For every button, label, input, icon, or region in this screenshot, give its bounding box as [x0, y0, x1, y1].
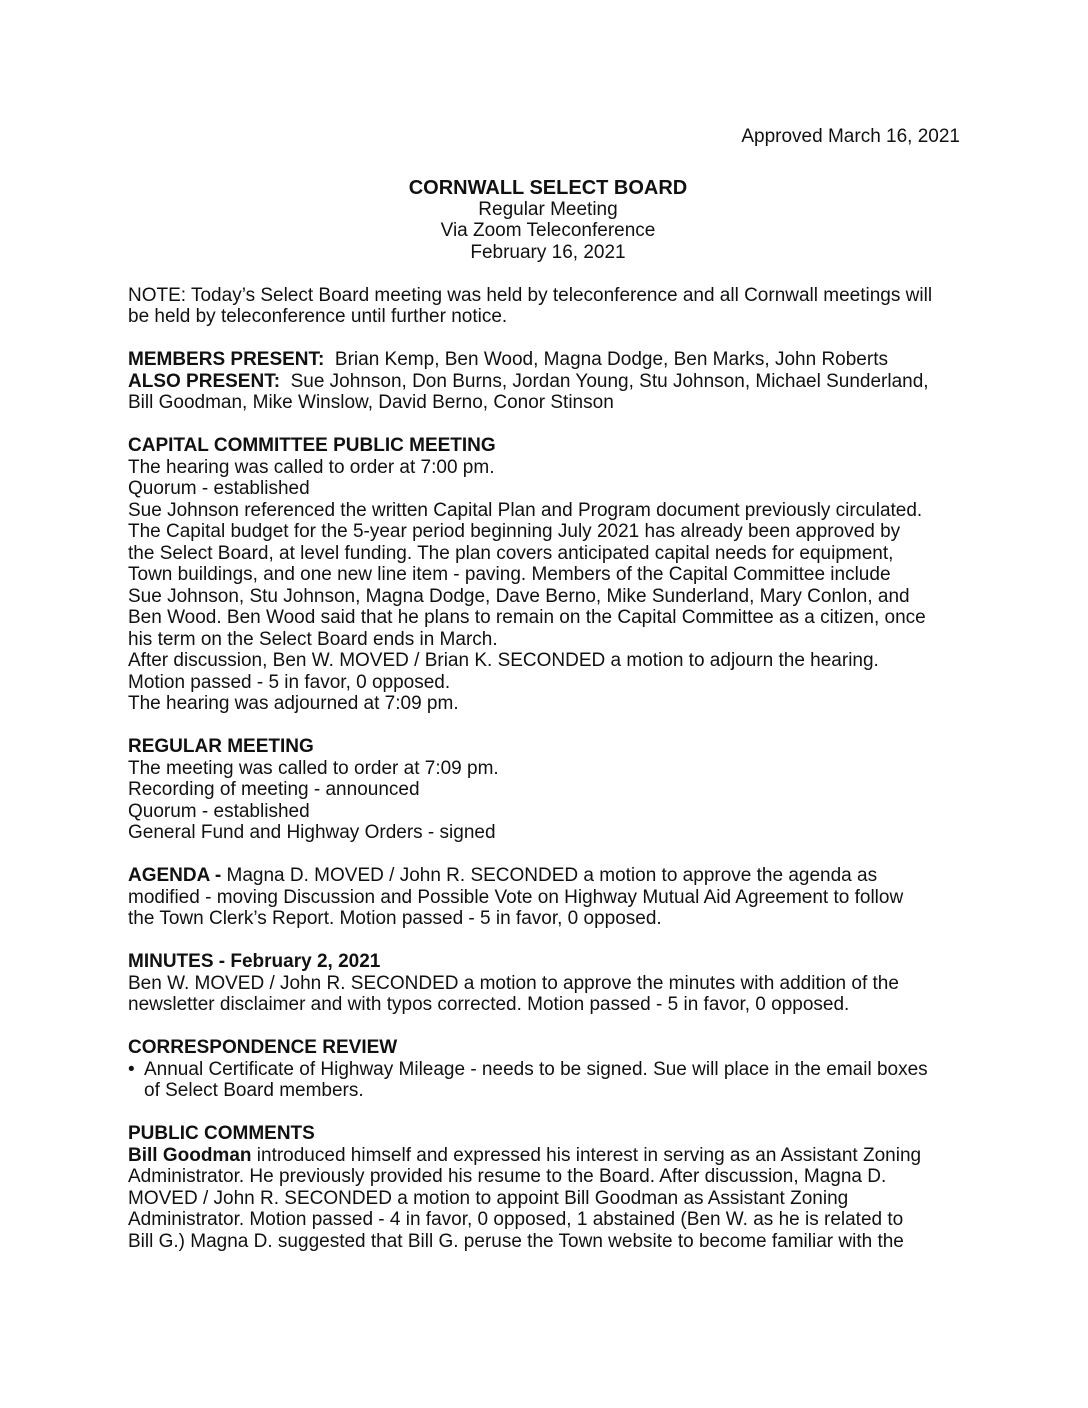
commenter-name: Bill Goodman: [128, 1144, 252, 1166]
also-present-names: Sue Johnson, Don Burns, Jordan Young, Stu Johnson, Michael Sunderland,: [290, 370, 929, 392]
document-header: [128, 177, 968, 264]
capital-line: Town buildings, and one new line item - paving. Members of the Capital Committee include: [128, 564, 891, 585]
capital-line: The Capital budget for the 5-year period beginning July 2021 has already been approved by: [128, 521, 901, 542]
members-present-names: Brian Kemp, Ben Wood, Magna Dodge, Ben Marks, John Roberts: [334, 349, 888, 370]
note-line: NOTE: Today’s Select Board meeting was held by teleconference and all Cornwall meetings will: [128, 284, 933, 306]
document-page: [128, 126, 968, 1252]
regular-meeting-heading: REGULAR MEETING: [128, 736, 314, 757]
correspondence-heading: CORRESPONDENCE REVIEW: [128, 1037, 398, 1058]
capital-line: The hearing was called to order at 7:00 pm.: [128, 456, 495, 478]
minutes-heading: MINUTES - February 2, 2021: [128, 951, 381, 972]
members-present: [128, 349, 968, 371]
agenda-section: [128, 865, 968, 930]
agenda-label: AGENDA -: [128, 865, 222, 886]
public-comments-section: [128, 1123, 968, 1252]
public-comments-first-line: [128, 1145, 968, 1167]
also-present-names-continued: Bill Goodman, Mike Winslow, David Berno, Conor Stinson: [128, 392, 614, 413]
capital-committee-heading: CAPITAL COMMITTEE PUBLIC MEETING: [128, 435, 496, 456]
approval-date: Approved March 16, 2021: [741, 126, 960, 147]
regular-line: Recording of meeting - announced: [128, 779, 420, 800]
correspondence-section: [128, 1037, 968, 1102]
note-line: be held by teleconference until further notice.: [128, 306, 508, 327]
also-present-label: ALSO PRESENT:: [128, 370, 281, 392]
agenda-text: Magna D. MOVED / John R. SECONDED a motion to approve the agenda as: [221, 865, 878, 886]
meeting-type: Regular Meeting: [478, 198, 618, 220]
regular-line: Quorum - established: [128, 800, 310, 822]
capital-line: Ben Wood. Ben Wood said that he plans to remain on the Capital Committee as a citizen, once: [128, 607, 926, 628]
public-comments-text: introduced himself and expressed his interest in serving as an Assistant Zoning: [251, 1144, 922, 1166]
attendance-section: [128, 349, 968, 414]
regular-line: General Fund and Highway Orders - signed: [128, 822, 496, 843]
public-comments-line: MOVED / John R. SECONDED a motion to appoint Bill Goodman as Assistant Zoning: [128, 1187, 849, 1209]
correspondence-item: [128, 1059, 968, 1102]
meeting-date: February 16, 2021: [470, 241, 626, 263]
correspondence-item-line: Annual Certificate of Highway Mileage - needs to be signed. Sue will place in the email boxes: [144, 1058, 928, 1080]
capital-line: After discussion, Ben W. MOVED / Brian K. SECONDED a motion to adjourn the hearing.: [128, 650, 879, 671]
capital-line: The hearing was adjourned at 7:09 pm.: [128, 693, 459, 714]
public-comments-heading: PUBLIC COMMENTS: [128, 1123, 315, 1144]
minutes-section: [128, 951, 968, 1016]
correspondence-item-line: of Select Board members.: [144, 1080, 364, 1101]
also-present: [128, 371, 968, 393]
public-comments-line: Administrator. He previously provided his resume to the Board. After discussion, Magna D.: [128, 1166, 887, 1187]
board-title: CORNWALL SELECT BOARD: [408, 176, 688, 199]
capital-line: Quorum - established: [128, 478, 310, 499]
regular-line: The meeting was called to order at 7:09 pm.: [128, 757, 499, 779]
public-comments-line: Administrator. Motion passed - 4 in favor, 0 opposed, 1 abstained (Ben W. as he is related to: [128, 1209, 904, 1230]
minutes-line: Ben W. MOVED / John R. SECONDED a motion to approve the minutes with addition of the: [128, 972, 899, 994]
capital-line: Sue Johnson, Stu Johnson, Magna Dodge, Dave Berno, Mike Sunderland, Mary Conlon, and: [128, 585, 910, 607]
minutes-line: newsletter disclaimer and with typos corrected. Motion passed - 5 in favor, 0 opposed.: [128, 994, 850, 1015]
members-present-label: MEMBERS PRESENT:: [128, 349, 325, 370]
capital-line: his term on the Select Board ends in March.: [128, 628, 498, 650]
capital-line: the Select Board, at level funding. The plan covers anticipated capital needs for equipment,: [128, 542, 894, 564]
meeting-venue: Via Zoom Teleconference: [440, 220, 656, 241]
regular-meeting-section: [128, 736, 968, 844]
capital-committee-section: [128, 435, 968, 715]
bullet-icon: •: [128, 1058, 135, 1080]
agenda-line: the Town Clerk’s Report. Motion passed - 5 in favor, 0 opposed.: [128, 908, 662, 929]
agenda-line: modified - moving Discussion and Possible Vote on Highway Mutual Aid Agreement to follow: [128, 886, 904, 908]
note-paragraph: [128, 285, 968, 328]
agenda-first-line: [128, 865, 968, 887]
capital-line: Motion passed - 5 in favor, 0 opposed.: [128, 671, 451, 693]
capital-line: Sue Johnson referenced the written Capital Plan and Program document previously circulated.: [128, 499, 923, 521]
public-comments-line: Bill G.) Magna D. suggested that Bill G. peruse the Town website to become familiar with the: [128, 1230, 904, 1252]
